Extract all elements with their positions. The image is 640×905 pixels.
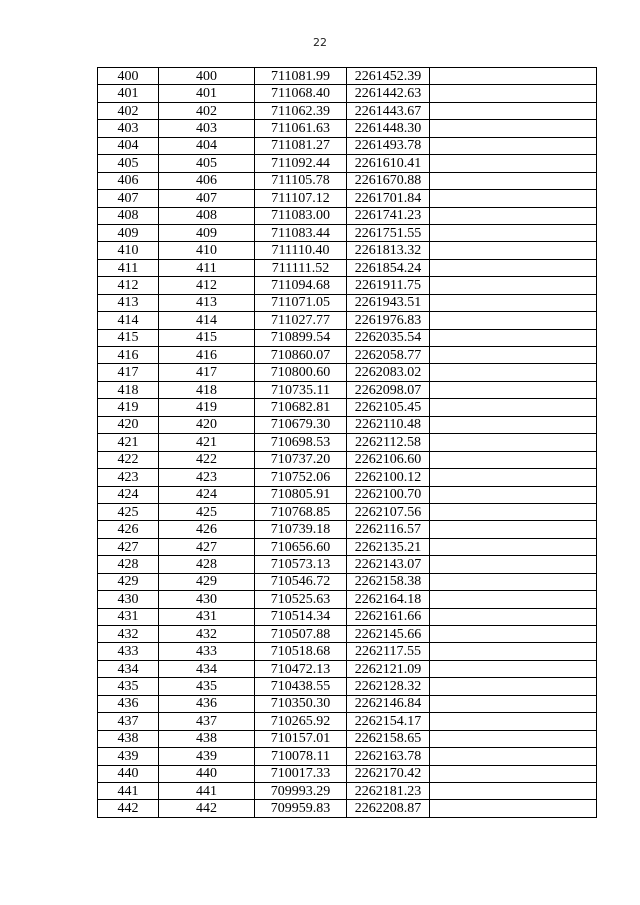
x-coordinate-cell: 710739.18 bbox=[255, 521, 347, 538]
point-id-cell: 426 bbox=[159, 521, 255, 538]
table-row bbox=[98, 137, 597, 154]
y-coordinate-cell: 2261610.41 bbox=[347, 155, 430, 172]
notes-cell bbox=[430, 120, 597, 137]
notes-cell bbox=[430, 190, 597, 207]
y-coordinate-cell: 2262100.70 bbox=[347, 486, 430, 503]
point-id-cell: 433 bbox=[159, 643, 255, 660]
notes-cell bbox=[430, 451, 597, 468]
table-row bbox=[98, 242, 597, 259]
point-number-cell: 406 bbox=[98, 172, 159, 189]
notes-cell bbox=[430, 207, 597, 224]
y-coordinate-cell: 2261943.51 bbox=[347, 294, 430, 311]
point-number-cell: 410 bbox=[98, 242, 159, 259]
y-coordinate-cell: 2262145.66 bbox=[347, 626, 430, 643]
y-coordinate-cell: 2262058.77 bbox=[347, 347, 430, 364]
point-id-cell: 429 bbox=[159, 573, 255, 590]
x-coordinate-cell: 710656.60 bbox=[255, 538, 347, 555]
point-number-cell: 429 bbox=[98, 573, 159, 590]
table-row bbox=[98, 329, 597, 346]
table-row bbox=[98, 364, 597, 381]
y-coordinate-cell: 2261670.88 bbox=[347, 172, 430, 189]
point-number-cell: 423 bbox=[98, 469, 159, 486]
y-coordinate-cell: 2261448.30 bbox=[347, 120, 430, 137]
x-coordinate-cell: 710860.07 bbox=[255, 347, 347, 364]
point-number-cell: 434 bbox=[98, 660, 159, 677]
point-id-cell: 436 bbox=[159, 695, 255, 712]
point-id-cell: 440 bbox=[159, 765, 255, 782]
y-coordinate-cell: 2262163.78 bbox=[347, 748, 430, 765]
y-coordinate-cell: 2262208.87 bbox=[347, 800, 430, 817]
x-coordinate-cell: 711083.44 bbox=[255, 224, 347, 241]
table-row bbox=[98, 294, 597, 311]
x-coordinate-cell: 710525.63 bbox=[255, 591, 347, 608]
notes-cell bbox=[430, 259, 597, 276]
point-id-cell: 411 bbox=[159, 259, 255, 276]
point-id-cell: 418 bbox=[159, 381, 255, 398]
x-coordinate-cell: 710078.11 bbox=[255, 748, 347, 765]
y-coordinate-cell: 2262117.55 bbox=[347, 643, 430, 660]
point-number-cell: 413 bbox=[98, 294, 159, 311]
point-number-cell: 428 bbox=[98, 556, 159, 573]
notes-cell bbox=[430, 242, 597, 259]
point-number-cell: 417 bbox=[98, 364, 159, 381]
table-row bbox=[98, 782, 597, 799]
table-row bbox=[98, 486, 597, 503]
x-coordinate-cell: 711094.68 bbox=[255, 277, 347, 294]
table-row bbox=[98, 102, 597, 119]
point-number-cell: 420 bbox=[98, 416, 159, 433]
point-id-cell: 438 bbox=[159, 730, 255, 747]
point-number-cell: 419 bbox=[98, 399, 159, 416]
point-id-cell: 402 bbox=[159, 102, 255, 119]
notes-cell bbox=[430, 224, 597, 241]
table-body bbox=[98, 68, 597, 818]
table-row bbox=[98, 312, 597, 329]
notes-cell bbox=[430, 155, 597, 172]
point-id-cell: 404 bbox=[159, 137, 255, 154]
point-number-cell: 414 bbox=[98, 312, 159, 329]
point-id-cell: 413 bbox=[159, 294, 255, 311]
table-row bbox=[98, 277, 597, 294]
point-id-cell: 435 bbox=[159, 678, 255, 695]
point-number-cell: 421 bbox=[98, 434, 159, 451]
notes-cell bbox=[430, 765, 597, 782]
point-number-cell: 402 bbox=[98, 102, 159, 119]
y-coordinate-cell: 2262116.57 bbox=[347, 521, 430, 538]
table-row bbox=[98, 85, 597, 102]
notes-cell bbox=[430, 434, 597, 451]
table-row bbox=[98, 68, 597, 85]
y-coordinate-cell: 2261741.23 bbox=[347, 207, 430, 224]
x-coordinate-cell: 710735.11 bbox=[255, 381, 347, 398]
point-id-cell: 403 bbox=[159, 120, 255, 137]
x-coordinate-cell: 710768.85 bbox=[255, 503, 347, 520]
y-coordinate-cell: 2262100.12 bbox=[347, 469, 430, 486]
table-row bbox=[98, 434, 597, 451]
x-coordinate-cell: 710017.33 bbox=[255, 765, 347, 782]
y-coordinate-cell: 2261911.75 bbox=[347, 277, 430, 294]
point-number-cell: 408 bbox=[98, 207, 159, 224]
point-number-cell: 425 bbox=[98, 503, 159, 520]
y-coordinate-cell: 2262110.48 bbox=[347, 416, 430, 433]
point-id-cell: 405 bbox=[159, 155, 255, 172]
y-coordinate-cell: 2262143.07 bbox=[347, 556, 430, 573]
notes-cell bbox=[430, 643, 597, 660]
table-row bbox=[98, 224, 597, 241]
y-coordinate-cell: 2262106.60 bbox=[347, 451, 430, 468]
notes-cell bbox=[430, 730, 597, 747]
point-id-cell: 409 bbox=[159, 224, 255, 241]
notes-cell bbox=[430, 312, 597, 329]
y-coordinate-cell: 2262146.84 bbox=[347, 695, 430, 712]
y-coordinate-cell: 2262158.65 bbox=[347, 730, 430, 747]
point-number-cell: 433 bbox=[98, 643, 159, 660]
table-row bbox=[98, 538, 597, 555]
point-id-cell: 415 bbox=[159, 329, 255, 346]
page-number: 22 bbox=[313, 36, 327, 49]
table-row bbox=[98, 190, 597, 207]
notes-cell bbox=[430, 381, 597, 398]
notes-cell bbox=[430, 608, 597, 625]
point-id-cell: 417 bbox=[159, 364, 255, 381]
y-coordinate-cell: 2262112.58 bbox=[347, 434, 430, 451]
x-coordinate-cell: 709993.29 bbox=[255, 782, 347, 799]
table-row bbox=[98, 381, 597, 398]
point-id-cell: 412 bbox=[159, 277, 255, 294]
x-coordinate-cell: 711081.27 bbox=[255, 137, 347, 154]
notes-cell bbox=[430, 277, 597, 294]
point-id-cell: 414 bbox=[159, 312, 255, 329]
x-coordinate-cell: 711111.52 bbox=[255, 259, 347, 276]
point-number-cell: 437 bbox=[98, 713, 159, 730]
notes-cell bbox=[430, 678, 597, 695]
point-number-cell: 403 bbox=[98, 120, 159, 137]
point-id-cell: 432 bbox=[159, 626, 255, 643]
y-coordinate-cell: 2261442.63 bbox=[347, 85, 430, 102]
notes-cell bbox=[430, 364, 597, 381]
x-coordinate-cell: 710438.55 bbox=[255, 678, 347, 695]
point-id-cell: 408 bbox=[159, 207, 255, 224]
x-coordinate-cell: 711107.12 bbox=[255, 190, 347, 207]
point-number-cell: 401 bbox=[98, 85, 159, 102]
point-id-cell: 442 bbox=[159, 800, 255, 817]
table-row bbox=[98, 608, 597, 625]
notes-cell bbox=[430, 416, 597, 433]
table-row bbox=[98, 695, 597, 712]
notes-cell bbox=[430, 626, 597, 643]
y-coordinate-cell: 2262105.45 bbox=[347, 399, 430, 416]
table-row bbox=[98, 120, 597, 137]
table-row bbox=[98, 748, 597, 765]
point-number-cell: 442 bbox=[98, 800, 159, 817]
table-row bbox=[98, 521, 597, 538]
table-row bbox=[98, 660, 597, 677]
y-coordinate-cell: 2262128.32 bbox=[347, 678, 430, 695]
point-number-cell: 436 bbox=[98, 695, 159, 712]
point-id-cell: 431 bbox=[159, 608, 255, 625]
notes-cell bbox=[430, 591, 597, 608]
notes-cell bbox=[430, 800, 597, 817]
point-number-cell: 426 bbox=[98, 521, 159, 538]
x-coordinate-cell: 711061.63 bbox=[255, 120, 347, 137]
x-coordinate-cell: 711105.78 bbox=[255, 172, 347, 189]
x-coordinate-cell: 710157.01 bbox=[255, 730, 347, 747]
notes-cell bbox=[430, 172, 597, 189]
point-id-cell: 400 bbox=[159, 68, 255, 85]
table-row bbox=[98, 713, 597, 730]
x-coordinate-cell: 710752.06 bbox=[255, 469, 347, 486]
y-coordinate-cell: 2262161.66 bbox=[347, 608, 430, 625]
point-id-cell: 439 bbox=[159, 748, 255, 765]
point-id-cell: 406 bbox=[159, 172, 255, 189]
y-coordinate-cell: 2261976.83 bbox=[347, 312, 430, 329]
point-id-cell: 401 bbox=[159, 85, 255, 102]
point-id-cell: 424 bbox=[159, 486, 255, 503]
point-number-cell: 404 bbox=[98, 137, 159, 154]
notes-cell bbox=[430, 713, 597, 730]
point-number-cell: 441 bbox=[98, 782, 159, 799]
table-row bbox=[98, 765, 597, 782]
notes-cell bbox=[430, 469, 597, 486]
point-number-cell: 432 bbox=[98, 626, 159, 643]
x-coordinate-cell: 710698.53 bbox=[255, 434, 347, 451]
point-id-cell: 427 bbox=[159, 538, 255, 555]
point-number-cell: 411 bbox=[98, 259, 159, 276]
y-coordinate-cell: 2262098.07 bbox=[347, 381, 430, 398]
x-coordinate-cell: 710350.30 bbox=[255, 695, 347, 712]
point-number-cell: 418 bbox=[98, 381, 159, 398]
table-row bbox=[98, 416, 597, 433]
point-number-cell: 440 bbox=[98, 765, 159, 782]
notes-cell bbox=[430, 486, 597, 503]
point-number-cell: 435 bbox=[98, 678, 159, 695]
y-coordinate-cell: 2262181.23 bbox=[347, 782, 430, 799]
x-coordinate-cell: 710573.13 bbox=[255, 556, 347, 573]
table-row bbox=[98, 503, 597, 520]
point-number-cell: 405 bbox=[98, 155, 159, 172]
notes-cell bbox=[430, 503, 597, 520]
notes-cell bbox=[430, 521, 597, 538]
table-row bbox=[98, 573, 597, 590]
y-coordinate-cell: 2261854.24 bbox=[347, 259, 430, 276]
x-coordinate-cell: 711062.39 bbox=[255, 102, 347, 119]
point-id-cell: 437 bbox=[159, 713, 255, 730]
notes-cell bbox=[430, 329, 597, 346]
x-coordinate-cell: 711081.99 bbox=[255, 68, 347, 85]
y-coordinate-cell: 2262154.17 bbox=[347, 713, 430, 730]
table-row bbox=[98, 207, 597, 224]
point-id-cell: 430 bbox=[159, 591, 255, 608]
x-coordinate-cell: 711027.77 bbox=[255, 312, 347, 329]
x-coordinate-cell: 710546.72 bbox=[255, 573, 347, 590]
x-coordinate-cell: 710682.81 bbox=[255, 399, 347, 416]
y-coordinate-cell: 2261493.78 bbox=[347, 137, 430, 154]
point-number-cell: 431 bbox=[98, 608, 159, 625]
y-coordinate-cell: 2262170.42 bbox=[347, 765, 430, 782]
point-id-cell: 425 bbox=[159, 503, 255, 520]
x-coordinate-cell: 711071.05 bbox=[255, 294, 347, 311]
notes-cell bbox=[430, 137, 597, 154]
table-row bbox=[98, 469, 597, 486]
x-coordinate-cell: 711110.40 bbox=[255, 242, 347, 259]
point-id-cell: 416 bbox=[159, 347, 255, 364]
y-coordinate-cell: 2262121.09 bbox=[347, 660, 430, 677]
point-number-cell: 439 bbox=[98, 748, 159, 765]
y-coordinate-cell: 2262135.21 bbox=[347, 538, 430, 555]
point-number-cell: 400 bbox=[98, 68, 159, 85]
notes-cell bbox=[430, 294, 597, 311]
table-row bbox=[98, 172, 597, 189]
point-id-cell: 434 bbox=[159, 660, 255, 677]
point-number-cell: 424 bbox=[98, 486, 159, 503]
x-coordinate-cell: 711068.40 bbox=[255, 85, 347, 102]
notes-cell bbox=[430, 399, 597, 416]
point-id-cell: 423 bbox=[159, 469, 255, 486]
notes-cell bbox=[430, 660, 597, 677]
point-id-cell: 410 bbox=[159, 242, 255, 259]
y-coordinate-cell: 2261813.32 bbox=[347, 242, 430, 259]
table-row bbox=[98, 347, 597, 364]
point-id-cell: 422 bbox=[159, 451, 255, 468]
y-coordinate-cell: 2262107.56 bbox=[347, 503, 430, 520]
y-coordinate-cell: 2262164.18 bbox=[347, 591, 430, 608]
point-number-cell: 415 bbox=[98, 329, 159, 346]
point-number-cell: 409 bbox=[98, 224, 159, 241]
x-coordinate-cell: 710737.20 bbox=[255, 451, 347, 468]
x-coordinate-cell: 710472.13 bbox=[255, 660, 347, 677]
x-coordinate-cell: 709959.83 bbox=[255, 800, 347, 817]
notes-cell bbox=[430, 556, 597, 573]
notes-cell bbox=[430, 782, 597, 799]
x-coordinate-cell: 710800.60 bbox=[255, 364, 347, 381]
table-row bbox=[98, 451, 597, 468]
table-row bbox=[98, 155, 597, 172]
y-coordinate-cell: 2262083.02 bbox=[347, 364, 430, 381]
table-row bbox=[98, 259, 597, 276]
notes-cell bbox=[430, 102, 597, 119]
point-number-cell: 430 bbox=[98, 591, 159, 608]
x-coordinate-cell: 711083.00 bbox=[255, 207, 347, 224]
y-coordinate-cell: 2262158.38 bbox=[347, 573, 430, 590]
notes-cell bbox=[430, 68, 597, 85]
point-number-cell: 416 bbox=[98, 347, 159, 364]
x-coordinate-cell: 710514.34 bbox=[255, 608, 347, 625]
y-coordinate-cell: 2262035.54 bbox=[347, 329, 430, 346]
notes-cell bbox=[430, 695, 597, 712]
point-number-cell: 422 bbox=[98, 451, 159, 468]
x-coordinate-cell: 710265.92 bbox=[255, 713, 347, 730]
notes-cell bbox=[430, 538, 597, 555]
x-coordinate-cell: 711092.44 bbox=[255, 155, 347, 172]
x-coordinate-cell: 710805.91 bbox=[255, 486, 347, 503]
coordinates-table bbox=[97, 67, 597, 818]
notes-cell bbox=[430, 573, 597, 590]
x-coordinate-cell: 710507.88 bbox=[255, 626, 347, 643]
notes-cell bbox=[430, 748, 597, 765]
notes-cell bbox=[430, 85, 597, 102]
point-id-cell: 428 bbox=[159, 556, 255, 573]
table-row bbox=[98, 800, 597, 817]
table-row bbox=[98, 591, 597, 608]
table-row bbox=[98, 399, 597, 416]
table-row bbox=[98, 730, 597, 747]
table-row bbox=[98, 678, 597, 695]
point-id-cell: 419 bbox=[159, 399, 255, 416]
table-row bbox=[98, 643, 597, 660]
point-id-cell: 421 bbox=[159, 434, 255, 451]
point-id-cell: 441 bbox=[159, 782, 255, 799]
table-row bbox=[98, 556, 597, 573]
point-number-cell: 438 bbox=[98, 730, 159, 747]
y-coordinate-cell: 2261443.67 bbox=[347, 102, 430, 119]
point-number-cell: 407 bbox=[98, 190, 159, 207]
y-coordinate-cell: 2261701.84 bbox=[347, 190, 430, 207]
x-coordinate-cell: 710518.68 bbox=[255, 643, 347, 660]
notes-cell bbox=[430, 347, 597, 364]
point-number-cell: 412 bbox=[98, 277, 159, 294]
point-id-cell: 420 bbox=[159, 416, 255, 433]
point-number-cell: 427 bbox=[98, 538, 159, 555]
x-coordinate-cell: 710899.54 bbox=[255, 329, 347, 346]
y-coordinate-cell: 2261452.39 bbox=[347, 68, 430, 85]
table-row bbox=[98, 626, 597, 643]
x-coordinate-cell: 710679.30 bbox=[255, 416, 347, 433]
point-id-cell: 407 bbox=[159, 190, 255, 207]
y-coordinate-cell: 2261751.55 bbox=[347, 224, 430, 241]
